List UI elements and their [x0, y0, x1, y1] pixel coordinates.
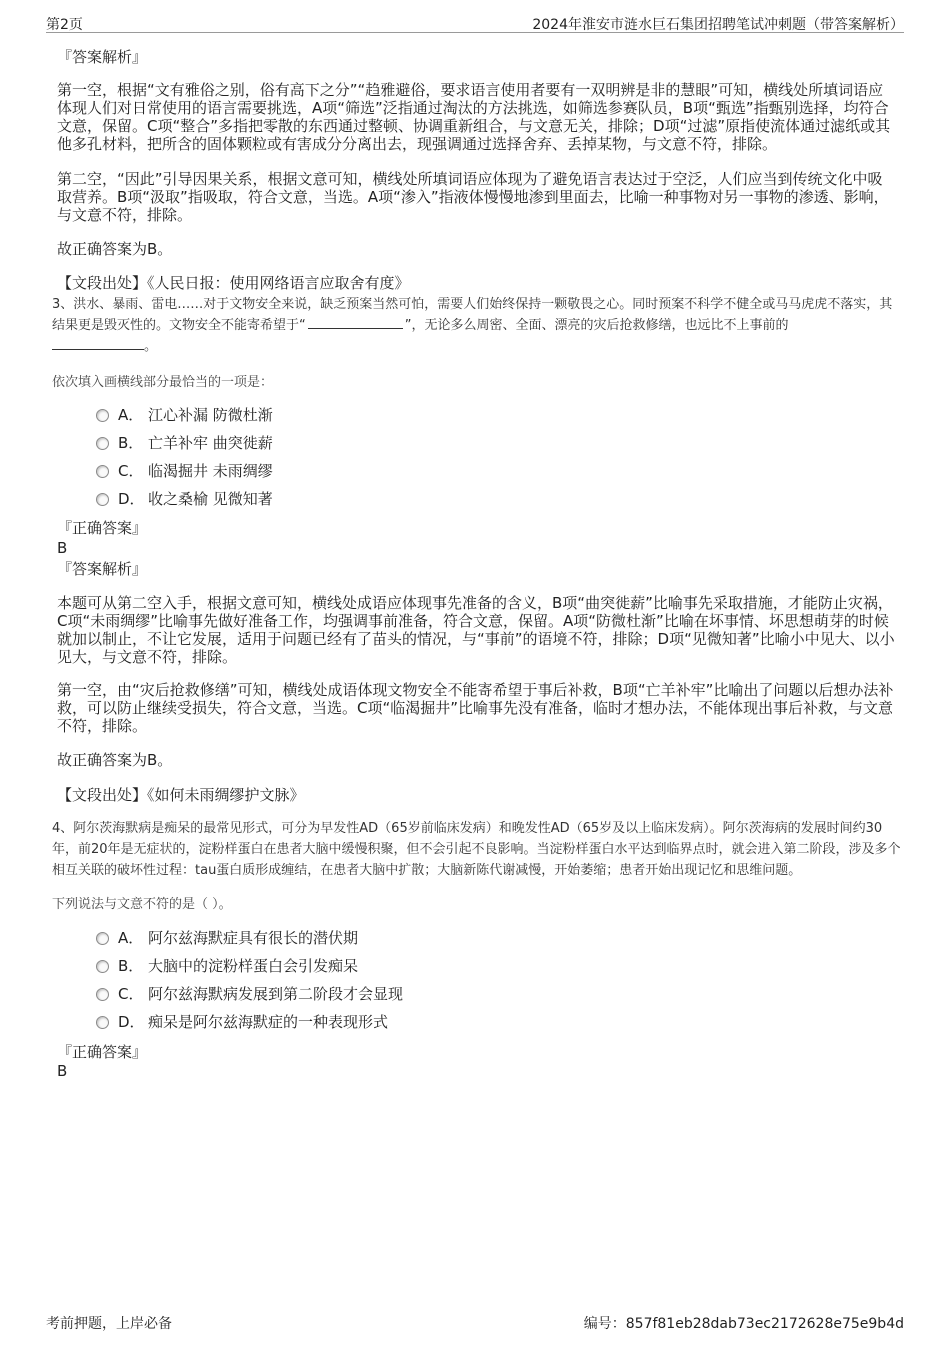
- analysis-paragraph: 第一空，根据“文有雅俗之别，俗有高下之分”“趋雅避俗，要求语言使用者要有一双明辨是非的慧眼”可知，横线处所填词语应体现人们对日常使用的语言需要挑选，A项“筛选”泛指通过淘汰的方法挑选，如筛选参赛队员，B项“甄选”指甄别选择，均符合文意，保留。C项“整合”多指把零散的东西通过整顿、协调重新组合，与文意无关，排除；D项“过滤”原指使流体通过滤纸或其他多孔材料，把所含的固体颗粒或有害成分分离出去，现强调通过选择舍弃、丢掉某物，与文意不符，排除。: [57, 81, 891, 153]
- page-header: [46, 10, 904, 33]
- fill-blank-1: [308, 316, 403, 329]
- correct-answer: B: [57, 539, 68, 557]
- conclusion-text: 故正确答案为B。: [57, 240, 173, 258]
- question-4-stem: 4、阿尔茨海默病是痴呆的最常见形式，可分为早发性AD（65岁前临床发病）和晚发性AD（65岁及以上临床发病）。阿尔茨海病的发展时间约30年，前20年是无症状的，淀粉样蛋白在患者大脑中缓慢积聚，但不会引起不良影响。当淀粉样蛋白水平达到临界点时，就会进入第二阶段，涉及多个相互关联的破坏性过程：tau蛋白质形成缠结，在患者大脑中扩散；大脑新陈代谢减慢，开始萎缩；患者开始出现记忆和思维问题。: [52, 821, 901, 878]
- radio-icon[interactable]: [96, 932, 109, 945]
- source-citation: 【文段出处】《如何未雨绸缪护文脉》: [57, 786, 305, 804]
- footer-slogan: 考前押题，上岸必备: [46, 1316, 172, 1332]
- conclusion-text: 故正确答案为B。: [57, 751, 173, 769]
- question-3-stem: 3、洪水、暴雨、雷电……对于文物安全来说，缺乏预案当然可怕，需要人们始终保持一颗敬畏之心。同时预案不科学不健全或马马虎虎不落实，其结果更是毁灭性的。文物安全不能寄希望于“ ”，无论多么周密、全面、漂亮的灾后抢救修缮，也远比不上事前的 。: [52, 297, 893, 354]
- analysis-heading: 『答案解析』: [57, 48, 148, 66]
- analysis-paragraph: 本题可从第二空入手，根据文意可知，横线处成语应体现事先准备的含义，B项“曲突徙薪”比喻事先采取措施，才能防止灾祸，C项“未雨绸缪”比喻事先做好准备工作，均强调事前准备，符合文意，保留。A项“防微杜渐”比喻在坏事情、坏思想萌芽的时候就加以制止，不让它发展，适用于问题已经有了苗头的情况，与“事前”的语境不符，排除；D项“见微知著”比喻小中见大、以小见大，与文意不符，排除。: [57, 594, 895, 666]
- analysis-paragraph: 第一空，由“灾后抢救修缮”可知，横线处成语体现文物安全不能寄希望于事后补救，B项“亡羊补牢”比喻出了问题以后想办法补救，可以防止继续受损失，符合文意，当选。C项“临渴掘井”比喻事先没有准备，临时才想办法，不能体现出事后补救，与文意不符，排除。: [57, 681, 894, 735]
- radio-icon[interactable]: [96, 409, 109, 422]
- radio-icon[interactable]: [96, 465, 109, 478]
- radio-icon[interactable]: [96, 988, 109, 1001]
- correct-answer-heading: 『正确答案』: [57, 519, 148, 537]
- document-title: 2024年淮安市涟水巨石集团招聘笔试冲刺题（带答案解析）: [532, 17, 904, 33]
- page-number: 第2页: [46, 17, 83, 33]
- document-id: 编号：857f81eb28dab73ec2172628e75e9b4d: [583, 1316, 904, 1332]
- analysis-paragraph: 第二空，“因此”引导因果关系，根据文意可知，横线处所填词语应体现为了避免语言表达过于空泛，人们应当到传统文化中吸取营养。B项“汲取”指吸取，符合文意，当选。A项“渗入”指液体慢慢地渗到里面去，比喻一种事物对另一事物的渗透、影响，与文意不符，排除。: [57, 170, 889, 224]
- radio-icon[interactable]: [96, 960, 109, 973]
- radio-icon[interactable]: [96, 437, 109, 450]
- page-footer: [46, 1313, 904, 1333]
- source-citation: 【文段出处】《人民日报：使用网络语言应取舍有度》: [57, 274, 410, 292]
- question-prompt: 依次填入画横线部分最恰当的一项是：: [52, 375, 274, 390]
- correct-answer: B: [57, 1062, 68, 1080]
- radio-icon[interactable]: [96, 493, 109, 506]
- fill-blank-2: [52, 337, 144, 350]
- radio-icon[interactable]: [96, 1016, 109, 1029]
- analysis-heading: 『答案解析』: [57, 560, 148, 578]
- correct-answer-heading: 『正确答案』: [57, 1043, 148, 1061]
- question-prompt: 下列说法与文意不符的是（ ）。: [52, 897, 232, 912]
